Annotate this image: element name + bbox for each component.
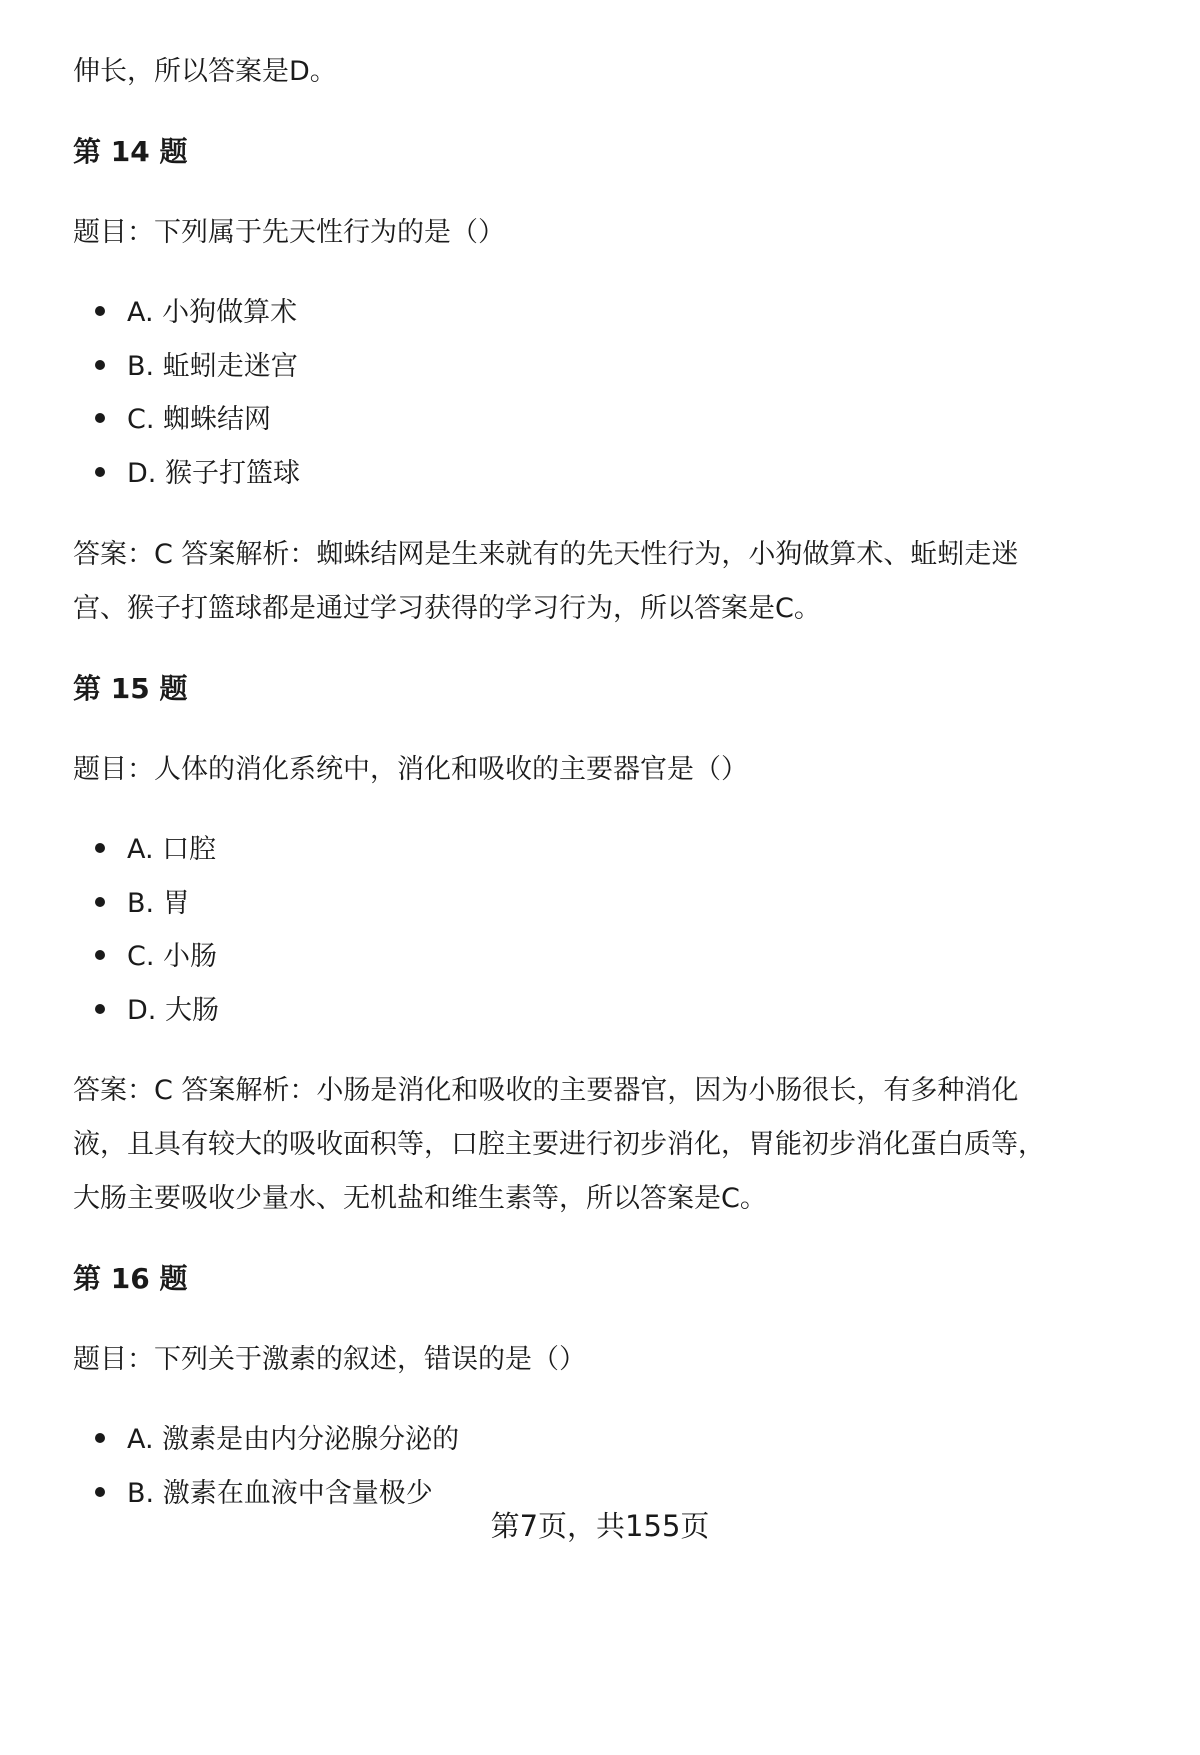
bullet-icon bbox=[95, 467, 105, 477]
question-15-option-d: D. 大肠 bbox=[95, 991, 219, 1031]
question-14-answer-line: 宫、猴子打篮球都是通过学习获得的学习行为，所以答案是C。 bbox=[73, 593, 821, 624]
question-16-heading: 第 16 题 bbox=[73, 1262, 188, 1295]
bullet-icon bbox=[95, 1487, 105, 1497]
bullet-icon bbox=[95, 413, 105, 423]
question-14-stem: 题目：下列属于先天性行为的是（） bbox=[73, 217, 505, 248]
question-15-answer-line: 液，且具有较大的吸收面积等，口腔主要进行初步消化，胃能初步消化蛋白质等， bbox=[73, 1129, 1045, 1160]
question-16-option-a: A. 激素是由内分泌腺分泌的 bbox=[95, 1420, 459, 1460]
question-15-option-b: B. 胃 bbox=[95, 884, 190, 924]
question-15-option-a: A. 口腔 bbox=[95, 830, 216, 870]
question-15-heading: 第 15 题 bbox=[73, 672, 188, 705]
bullet-icon bbox=[95, 1433, 105, 1443]
question-15-answer-line: 答案：C 答案解析：小肠是消化和吸收的主要器官，因为小肠很长，有多种消化 bbox=[73, 1075, 1019, 1106]
question-14-option-a: A. 小狗做算术 bbox=[95, 293, 297, 333]
bullet-icon bbox=[95, 306, 105, 316]
bullet-icon bbox=[95, 360, 105, 370]
bullet-icon bbox=[95, 897, 105, 907]
question-14-heading: 第 14 题 bbox=[73, 135, 188, 168]
question-15-stem: 题目：人体的消化系统中，消化和吸收的主要器官是（） bbox=[73, 754, 748, 785]
intro-line: 伸长，所以答案是D。 bbox=[73, 56, 337, 87]
question-14-answer-line: 答案：C 答案解析：蜘蛛结网是生来就有的先天性行为，小狗做算术、蚯蚓走迷 bbox=[73, 539, 1019, 570]
question-14-option-c: C. 蜘蛛结网 bbox=[95, 400, 271, 440]
question-14-option-b: B. 蚯蚓走迷宫 bbox=[95, 347, 298, 387]
question-15-option-c: C. 小肠 bbox=[95, 937, 217, 977]
bullet-icon bbox=[95, 843, 105, 853]
bullet-icon bbox=[95, 1004, 105, 1014]
page-number-footer: 第7页，共155页 bbox=[490, 1509, 710, 1543]
question-14-option-d: D. 猴子打篮球 bbox=[95, 454, 300, 494]
question-15-answer-line: 大肠主要吸收少量水、无机盐和维生素等，所以答案是C。 bbox=[73, 1183, 767, 1214]
bullet-icon bbox=[95, 950, 105, 960]
question-16-stem: 题目：下列关于激素的叙述，错误的是（） bbox=[73, 1344, 586, 1375]
question-16-option-b: B. 激素在血液中含量极少 bbox=[95, 1474, 433, 1514]
